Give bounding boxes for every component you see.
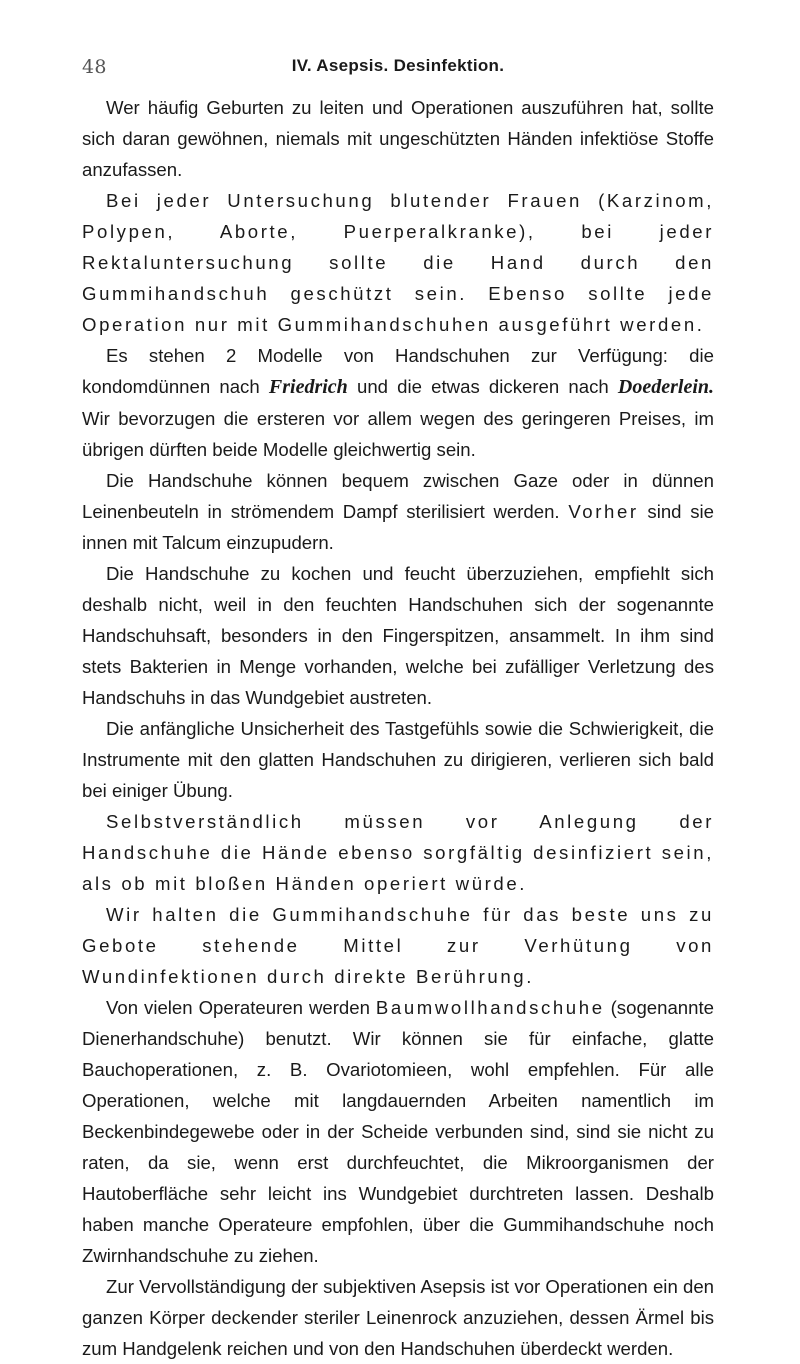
paragraph-4-text-c: sind sie innen mit Talcum einzupudern. [82,501,714,553]
running-title: IV. Asepsis. Desinfektion. [291,56,505,75]
paragraph-9-text-a: Von vielen Operateuren werden [106,997,376,1018]
paragraph-2: Bei jeder Untersuchung blutender Frauen (Karzinom, Polypen, Aborte, Puerperalkranke), bei jeder Rektaluntersuchung sollte die Hand durch den Gummihandschuh geschützt sein. Ebenso sollte jede Operation nur mit Gummihandschuhen ausgeführt werden. [82,190,714,335]
paragraph-3-text-a: Es stehen 2 Modelle von Handschuhen zur Verfügung: die kondomdünnen nach [82,345,714,397]
paragraph-7: Selbstverständlich müssen vor Anlegung der Handschuhe die Hände ebenso sorgfältig desinfiziert sein, als ob mit bloßen Händen operiert würde. [82,811,714,894]
author-name-friedrich: Friedrich [268,376,348,398]
emphasis-vorher: Vorher [568,501,639,522]
paragraph-9 [82,992,714,1271]
paragraph-9-text-c: (sogenannte Dienerhandschuhe) benutzt. Wir können sie für einfache, glatte Bauchoperationen, z. B. Ovariotomieen, wohl empfehlen. Für alle Operationen, welche mit langdauernden Arbeiten namentlich im Beckenbindegewebe oder in der Scheide verbunden sind, sind sie nicht zu raten, da sie, wenn erst durchfeuchtet, die Mikroorganismen der Hautoberfläche sehr leicht ins Wundgebiet durchtreten lassen. Deshalb haben manche Operateure empfohlen, über die Gummihandschuhe noch Zwirnhandschuhe zu ziehen. [82,997,714,1266]
body-text [82,92,714,1364]
paragraph-10: Zur Vervollständigung der subjektiven Asepsis ist vor Operationen ein den ganzen Körper deckender steriler Leinenrock anzuziehen, dessen Ärmel bis zum Handgelenk reichen und von den Handschuhen überdeckt werden. [82,1276,714,1359]
author-name-doederlein: Doederlein. [617,376,714,398]
paragraph-4 [82,465,714,558]
paragraph-3-text-c: Wir bevorzugen die ersteren vor allem wegen des geringeren Preises, im übrigen dürften beide Modelle gleichwertig sein. [82,408,714,460]
paragraph-3 [82,340,714,465]
running-header [82,56,714,80]
paragraph-1: Wer häufig Geburten zu leiten und Operationen auszuführen hat, sollte sich daran gewöhnen, niemals mit ungeschützten Händen infektiöse Stoffe anzufassen. [82,97,714,180]
paragraph-4-text-a: Die Handschuhe können bequem zwischen Gaze oder in dünnen Leinenbeuteln in strömendem Dampf sterilisiert werden. [82,470,714,522]
paragraph-8: Wir halten die Gummihandschuhe für das beste uns zu Gebote stehende Mittel zur Verhütung von Wundinfektionen durch direkte Berührung. [82,904,714,987]
paragraph-3-text-b: und die etwas dickeren nach [347,376,618,397]
emphasis-baumwollhandschuhe: Baumwollhandschuhe [375,997,605,1018]
paragraph-6: Die anfängliche Unsicherheit des Tastgefühls sowie die Schwierigkeit, die Instrumente mit den glatten Handschuhen zu dirigieren, verlieren sich bald bei einiger Übung. [82,718,714,801]
page-number: 48 [82,56,107,78]
paragraph-5: Die Handschuhe zu kochen und feucht überzuziehen, empfiehlt sich deshalb nicht, weil in den feuchten Handschuhen sich der sogenannte Handschuhsaft, besonders in den Fingerspitzen, ansammelt. In ihm sind stets Bakterien in Menge vorhanden, welche bei zufälliger Verletzung des Handschuhs in das Wundgebiet austreten. [82,563,714,708]
